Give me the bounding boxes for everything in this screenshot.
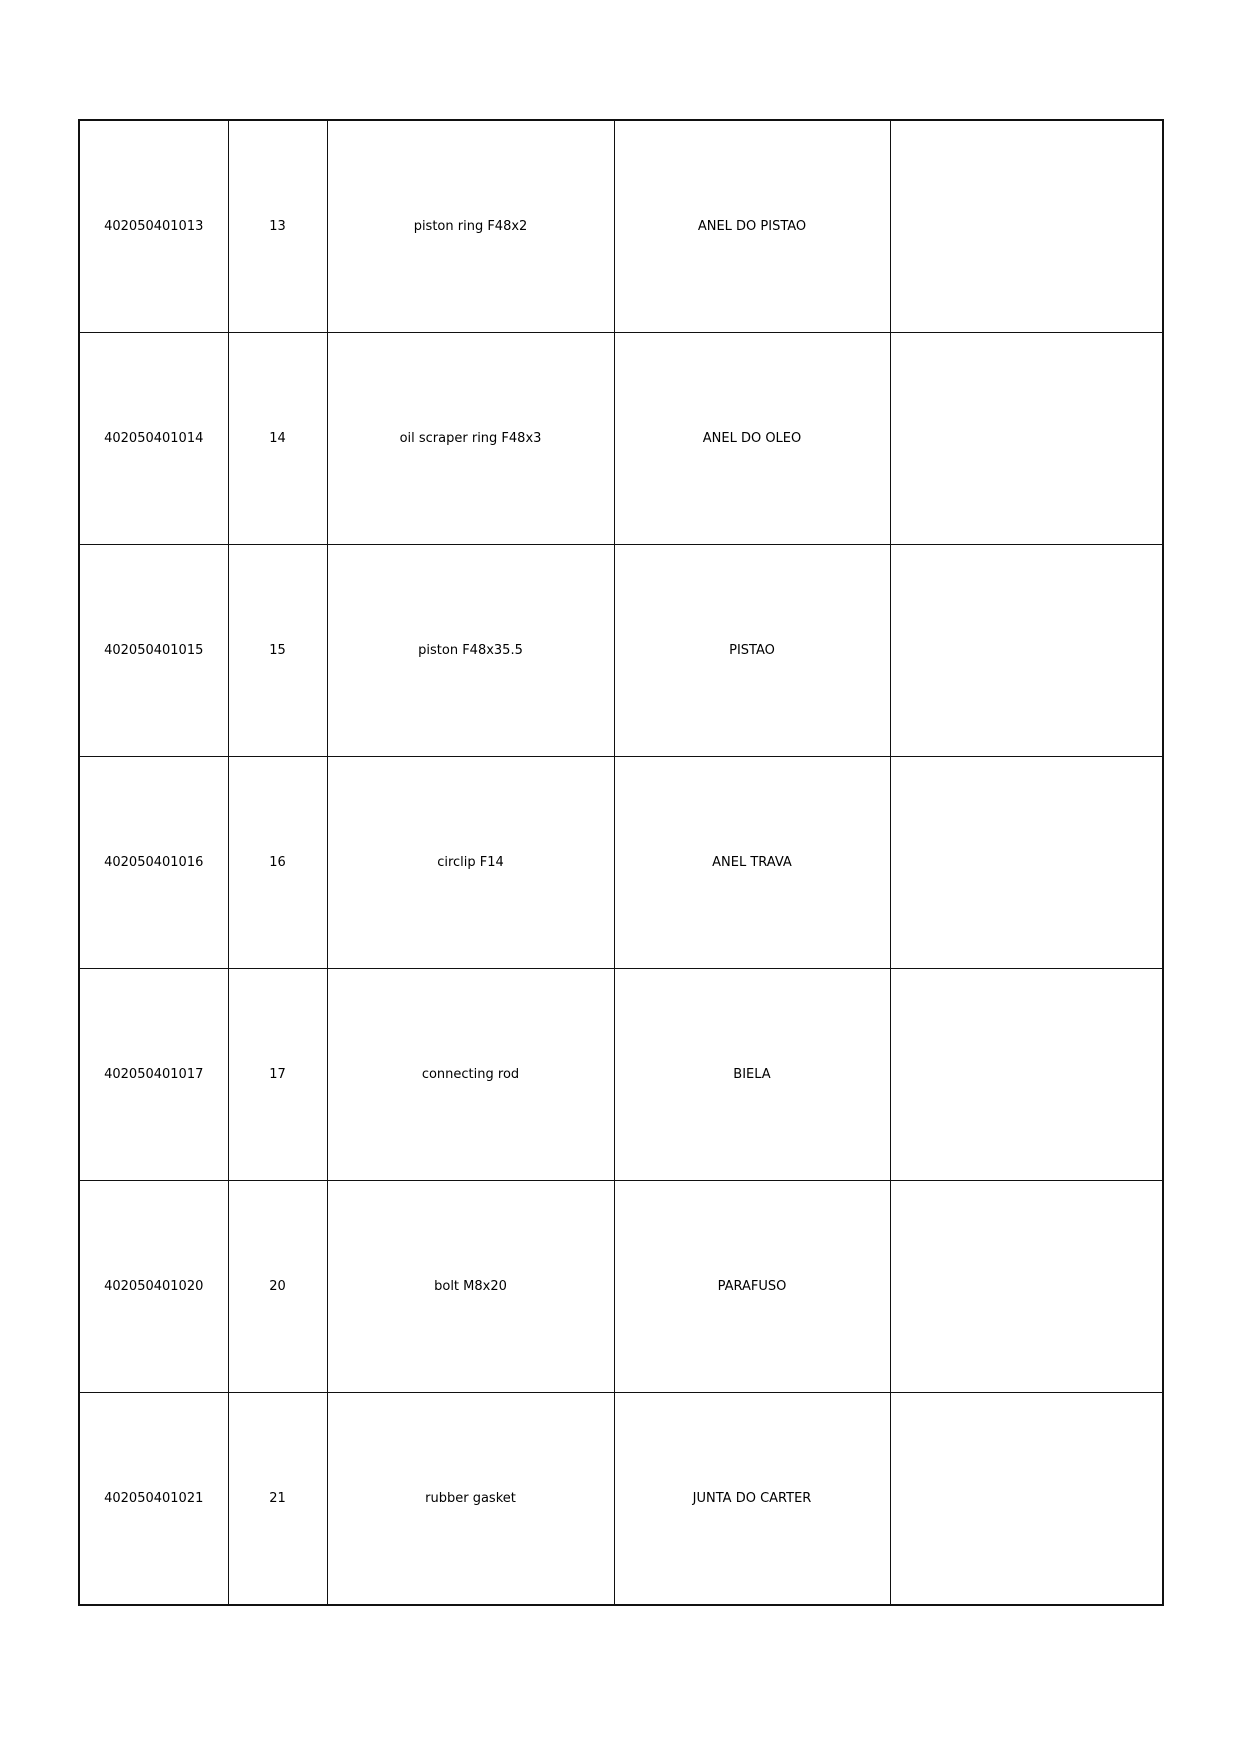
- table-row: [79, 1393, 1163, 1606]
- description-en-cell: connecting rod: [327, 969, 614, 1181]
- part-code-cell: 402050401020: [79, 1181, 228, 1393]
- description-pt-cell: BIELA: [614, 969, 890, 1181]
- position-cell: 21: [228, 1393, 327, 1606]
- description-en-cell: piston ring F48x2: [327, 120, 614, 333]
- note-cell: [890, 333, 1163, 545]
- table-row: [79, 757, 1163, 969]
- position-cell: 15: [228, 545, 327, 757]
- description-pt-cell: ANEL DO PISTAO: [614, 120, 890, 333]
- description-pt-cell: PARAFUSO: [614, 1181, 890, 1393]
- table-row: [79, 969, 1163, 1181]
- description-en-cell: piston F48x35.5: [327, 545, 614, 757]
- description-pt-cell: ANEL DO OLEO: [614, 333, 890, 545]
- note-cell: [890, 545, 1163, 757]
- part-code-cell: 402050401016: [79, 757, 228, 969]
- part-code-cell: 402050401014: [79, 333, 228, 545]
- part-code-cell: 402050401013: [79, 120, 228, 333]
- position-cell: 14: [228, 333, 327, 545]
- description-en-cell: bolt M8x20: [327, 1181, 614, 1393]
- description-pt-cell: ANEL TRAVA: [614, 757, 890, 969]
- description-en-cell: rubber gasket: [327, 1393, 614, 1606]
- note-cell: [890, 1393, 1163, 1606]
- parts-table: [78, 119, 1164, 1606]
- table-row: [79, 545, 1163, 757]
- description-pt-cell: PISTAO: [614, 545, 890, 757]
- position-cell: 20: [228, 1181, 327, 1393]
- table-row: [79, 120, 1163, 333]
- position-cell: 17: [228, 969, 327, 1181]
- note-cell: [890, 1181, 1163, 1393]
- part-code-cell: 402050401017: [79, 969, 228, 1181]
- description-en-cell: oil scraper ring F48x3: [327, 333, 614, 545]
- position-cell: 13: [228, 120, 327, 333]
- table-row: [79, 333, 1163, 545]
- note-cell: [890, 969, 1163, 1181]
- note-cell: [890, 120, 1163, 333]
- table-row: [79, 1181, 1163, 1393]
- description-en-cell: circlip F14: [327, 757, 614, 969]
- position-cell: 16: [228, 757, 327, 969]
- note-cell: [890, 757, 1163, 969]
- part-code-cell: 402050401021: [79, 1393, 228, 1606]
- description-pt-cell: JUNTA DO CARTER: [614, 1393, 890, 1606]
- part-code-cell: 402050401015: [79, 545, 228, 757]
